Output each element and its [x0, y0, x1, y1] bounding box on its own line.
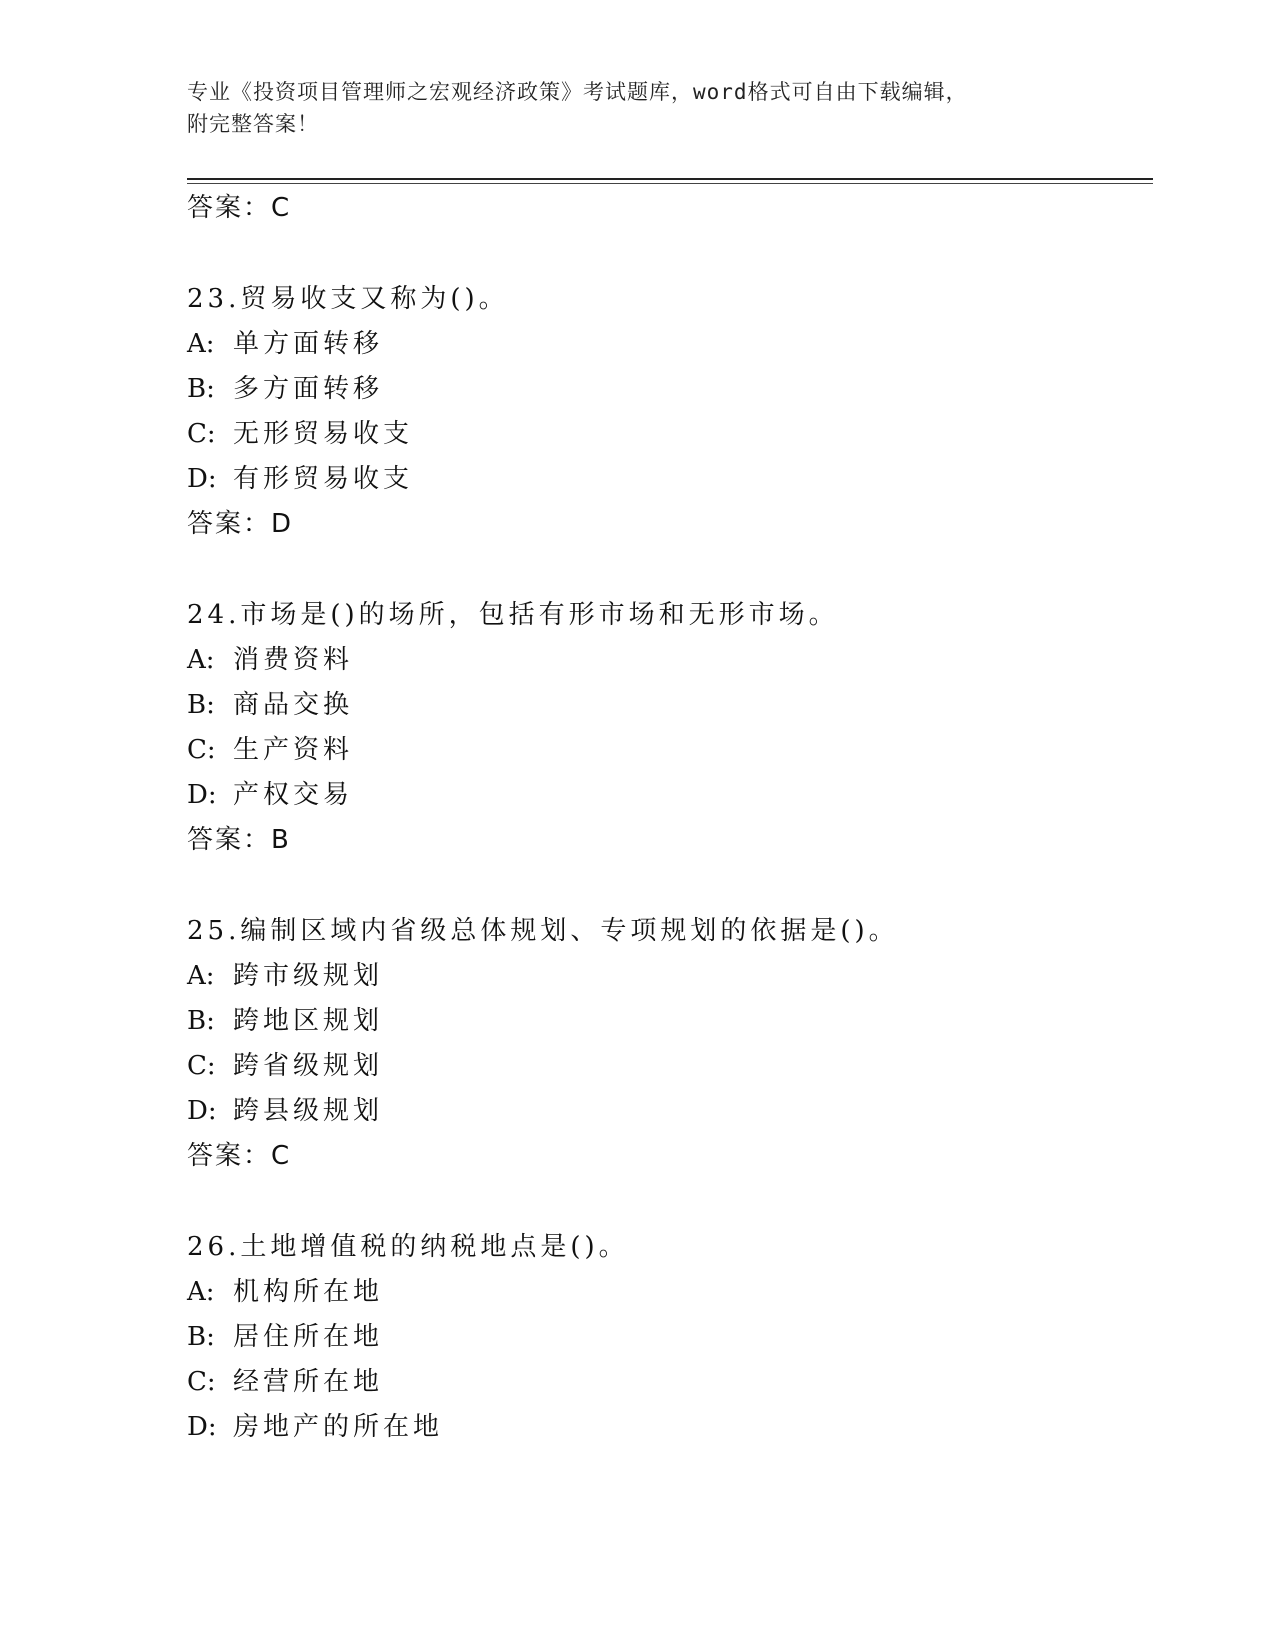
answer-label: 答案：	[187, 1141, 272, 1171]
answer-value: C	[271, 1141, 290, 1171]
option-text: 经营所在地	[233, 1367, 384, 1397]
question-text: 土地增值税的纳税地点是()。	[240, 1232, 629, 1262]
option-b	[187, 367, 1147, 412]
answer-line	[187, 1134, 1147, 1178]
header-line-1: 专业《投资项目管理师之宏观经济政策》考试题库，word格式可自由下载编辑，	[187, 80, 968, 104]
question-number: 25.	[187, 916, 241, 946]
option-text: 跨市级规划	[233, 961, 384, 991]
question-number: 24.	[187, 600, 241, 630]
option-text: 消费资料	[233, 645, 354, 675]
option-text: 机构所在地	[233, 1277, 384, 1307]
option-d	[187, 773, 1147, 818]
option-c	[187, 728, 1147, 773]
option-text: 跨县级规划	[233, 1096, 384, 1126]
question-number: 23.	[187, 284, 241, 314]
option-key: D:	[187, 780, 217, 810]
option-a	[187, 322, 1147, 367]
option-key: B:	[187, 690, 215, 720]
option-text: 房地产的所在地	[233, 1412, 444, 1442]
option-b	[187, 683, 1147, 728]
option-c	[187, 1360, 1147, 1405]
option-d	[187, 1089, 1147, 1134]
option-key: D:	[187, 1412, 217, 1442]
option-key: B:	[187, 1006, 215, 1036]
question-list	[187, 186, 1147, 1450]
option-key: A:	[187, 645, 215, 675]
option-text: 有形贸易收支	[233, 464, 414, 494]
document-header	[187, 76, 1087, 140]
answer-line	[187, 818, 1147, 862]
answer-line	[187, 186, 1147, 230]
option-key: D:	[187, 1096, 217, 1126]
option-key: B:	[187, 374, 215, 404]
option-a	[187, 638, 1147, 683]
option-d	[187, 457, 1147, 502]
option-key: C:	[187, 735, 216, 765]
question-stem	[187, 909, 1147, 954]
option-b	[187, 999, 1147, 1044]
option-a	[187, 954, 1147, 999]
header-divider-thin	[187, 183, 1153, 184]
option-key: C:	[187, 1051, 216, 1081]
option-key: A:	[187, 1277, 215, 1307]
option-text: 跨省级规划	[233, 1051, 384, 1081]
answer-value: D	[271, 509, 292, 539]
answer-label: 答案：	[187, 193, 272, 223]
option-key: C:	[187, 419, 216, 449]
option-text: 生产资料	[233, 735, 354, 765]
header-divider-thick	[187, 178, 1153, 180]
question-stem	[187, 1225, 1147, 1270]
answer-label: 答案：	[187, 825, 272, 855]
option-key: A:	[187, 329, 215, 359]
question-text: 编制区域内省级总体规划、专项规划的依据是()。	[240, 916, 899, 946]
option-text: 无形贸易收支	[233, 419, 414, 449]
option-key: D:	[187, 464, 217, 494]
option-text: 商品交换	[233, 690, 354, 720]
option-d	[187, 1405, 1147, 1450]
question-text: 贸易收支又称为()。	[240, 284, 509, 314]
question-stem	[187, 593, 1147, 638]
option-key: B:	[187, 1322, 215, 1352]
option-text: 单方面转移	[233, 329, 384, 359]
answer-line	[187, 502, 1147, 546]
option-c	[187, 1044, 1147, 1089]
option-key: C:	[187, 1367, 216, 1397]
option-text: 产权交易	[233, 780, 354, 810]
option-text: 多方面转移	[233, 374, 384, 404]
answer-value: B	[271, 825, 289, 855]
option-c	[187, 412, 1147, 457]
header-line-2: 附完整答案！	[187, 112, 319, 136]
option-text: 跨地区规划	[233, 1006, 384, 1036]
question-stem	[187, 277, 1147, 322]
option-a	[187, 1270, 1147, 1315]
option-text: 居住所在地	[233, 1322, 384, 1352]
question-number: 26.	[187, 1232, 241, 1262]
answer-value: C	[271, 193, 290, 223]
question-text: 市场是()的场所，包括有形市场和无形市场。	[240, 600, 839, 630]
option-key: A:	[187, 961, 215, 991]
answer-label: 答案：	[187, 509, 272, 539]
option-b	[187, 1315, 1147, 1360]
